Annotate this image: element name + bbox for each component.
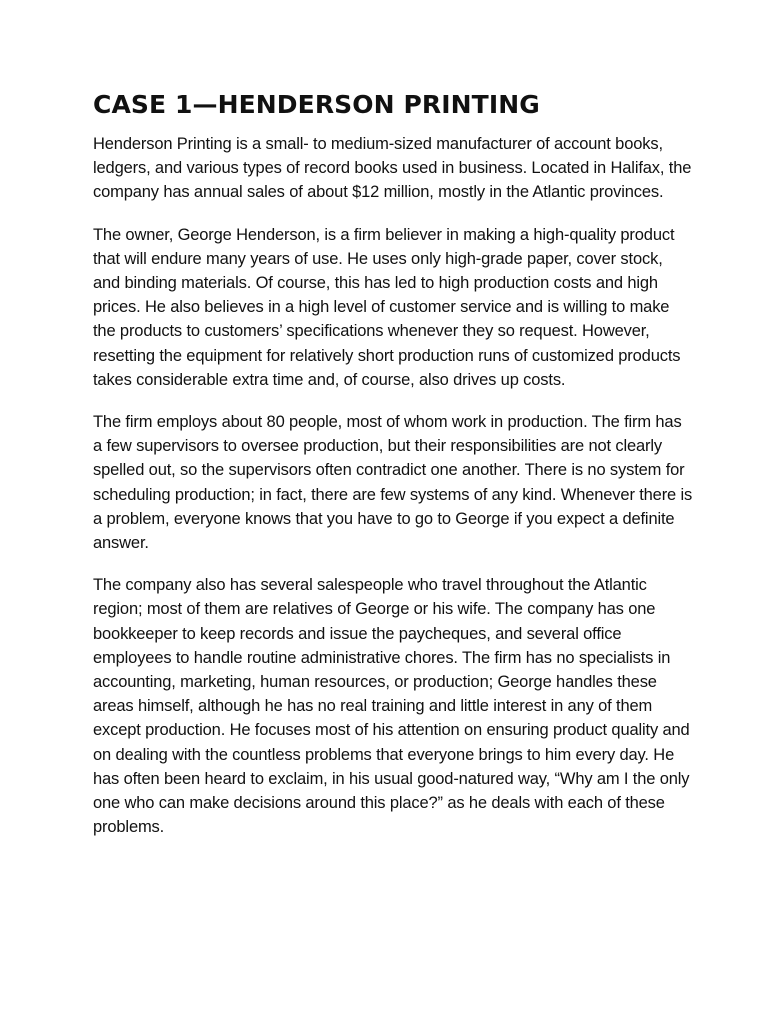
case-study-content — [93, 88, 693, 857]
paragraph-owner: The owner, George Henderson, is a firm believer in making a high-quality product that will endure many years of use. He uses only high-grade paper, cover stock, and binding materials. Of course, this has led to high production costs and high prices. He also believes in a high level of customer service and is willing to make the products to customers’ specifications whenever they so request. However, resetting the equipment for relatively short production runs of customized products takes considerable extra time and, of course, also drives up costs. — [93, 225, 681, 389]
case-title: CASE 1—HENDERSON PRINTING — [93, 90, 540, 119]
paragraph-company-overview: Henderson Printing is a small- to medium-sized manufacturer of account books, ledgers, and various types of record books used in business. Located in Halifax, the company has annual sales of about $12 million, mostly in the Atlantic provinces. — [93, 135, 692, 202]
paragraph-employees: The firm employs about 80 people, most of whom work in production. The firm has a few supervisors to oversee production, but their responsibilities are not clearly spelled out, so the supervisors often contradict one another. There is no system for scheduling production; in fact, there are few systems of any kind. Whenever there is a problem, everyone knows that you have to go to George if you expect a definite answer. — [93, 413, 693, 553]
paragraph-salespeople: The company also has several salespeople who travel throughout the Atlantic region; most of them are relatives of George or his wife. The company has one bookkeeper to keep records and issue the paycheques, and several office employees to handle routine administrative chores. The firm has no specialists in accounting, marketing, human resources, or production; George handles these areas himself, although he has no real training and little interest in any of them except production. He focuses most of his attention on ensuring product quality and on dealing with the countless problems that everyone brings to him every day. He has often been heard to exclaim, in his usual good-natured way, “Why am I the only one who can make decisions around this place?” as he deals with each of these problems. — [93, 576, 690, 837]
